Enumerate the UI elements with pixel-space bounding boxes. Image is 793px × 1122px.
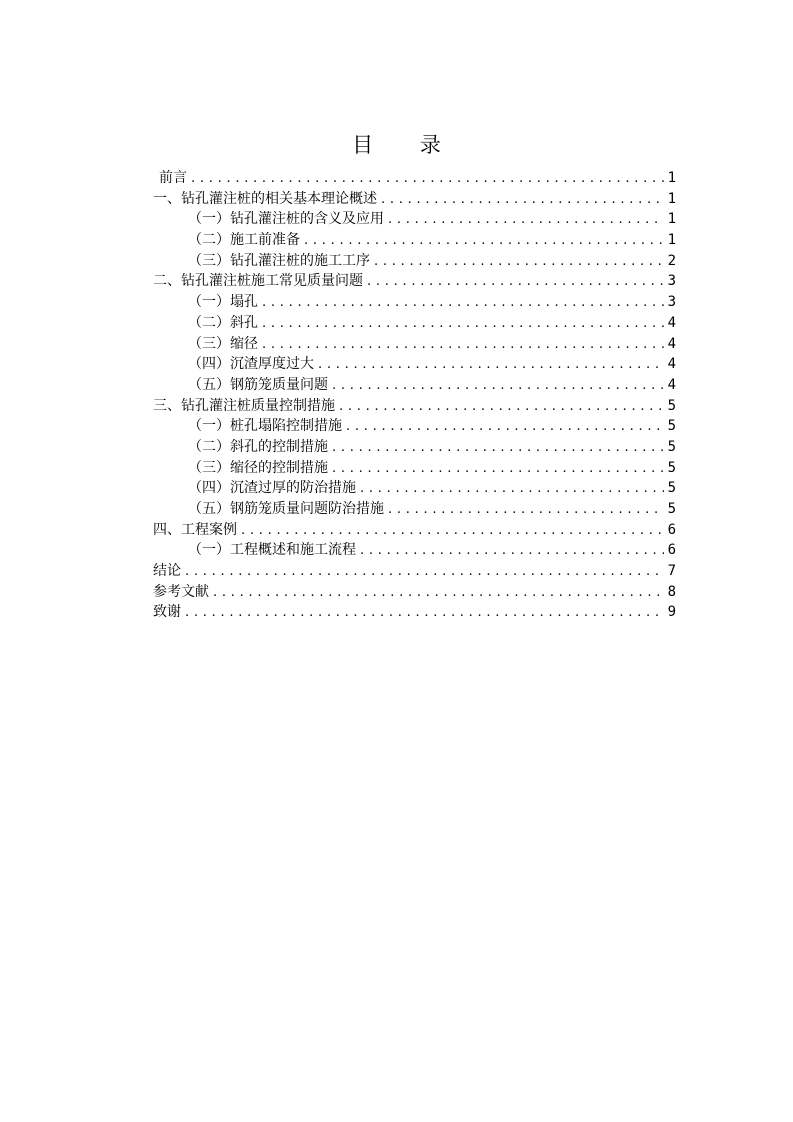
toc-entry[interactable]	[153, 251, 676, 272]
toc-entry-label: （二）施工前准备	[188, 232, 300, 249]
toc-entry-page-number: 4	[667, 356, 676, 373]
toc-entry[interactable]	[153, 602, 676, 623]
dot-leader	[388, 210, 664, 231]
toc-entry-label: （三）钻孔灌注桩的施工工序	[188, 252, 370, 269]
toc-entry[interactable]	[153, 582, 676, 603]
toc-entry-label: 参考文献	[153, 583, 209, 600]
toc-entry-label: （三）缩径的控制措施	[188, 459, 328, 476]
toc-entry-page-number: 1	[667, 190, 676, 207]
toc-entry-label: 前言	[159, 170, 187, 186]
dot-leader	[185, 562, 664, 583]
toc-entry[interactable]	[153, 168, 676, 189]
dot-leader	[185, 603, 664, 624]
dot-leader	[381, 190, 664, 211]
toc-entry-label: （一）塌孔	[188, 294, 258, 311]
toc-entry[interactable]	[153, 209, 676, 230]
toc-entry[interactable]	[153, 189, 676, 210]
toc-entry[interactable]	[153, 292, 676, 313]
toc-entry-page-number: 1	[667, 170, 676, 186]
dot-leader	[339, 397, 664, 418]
toc-entry-page-number: 5	[667, 480, 676, 497]
toc-entry-page-number: 4	[667, 335, 676, 352]
dot-leader	[318, 355, 664, 376]
dot-leader	[360, 479, 664, 500]
toc-entry-page-number: 9	[667, 604, 676, 621]
toc-entry[interactable]	[153, 561, 676, 582]
dot-leader	[388, 500, 664, 521]
dot-leader	[213, 583, 664, 604]
toc-entry[interactable]	[153, 313, 676, 334]
toc-entry-page-number: 1	[667, 211, 676, 228]
toc-entry-label: 三、钻孔灌注桩质量控制措施	[153, 397, 335, 414]
toc-entry[interactable]	[153, 437, 676, 458]
toc-entry-page-number: 8	[667, 583, 676, 600]
dot-leader	[304, 231, 664, 252]
toc-entry[interactable]	[153, 540, 676, 561]
toc-entry-page-number: 7	[667, 563, 676, 580]
toc-entry[interactable]	[153, 271, 676, 292]
dot-leader	[262, 293, 664, 314]
toc-entry[interactable]	[153, 230, 676, 251]
toc-entry-page-number: 4	[667, 314, 676, 331]
toc-entry-label: 一、钻孔灌注桩的相关基本理论概述	[153, 190, 377, 207]
toc-entry-page-number: 5	[667, 501, 676, 517]
dot-leader	[374, 252, 664, 273]
dot-leader	[332, 376, 664, 397]
toc-entry-page-number: 1	[667, 232, 676, 249]
dot-leader	[346, 417, 664, 438]
toc-entry[interactable]	[153, 499, 676, 520]
toc-entry[interactable]	[153, 478, 676, 499]
toc-entry-page-number: 5	[667, 459, 676, 476]
toc-entry-page-number: 5	[667, 438, 676, 455]
toc-entry[interactable]	[153, 375, 676, 396]
toc-entry-page-number: 5	[667, 418, 676, 435]
toc-entry-label: （五）钢筋笼质量问题防治措施	[188, 501, 384, 517]
toc-entry-label: （五）钢筋笼质量问题	[188, 376, 328, 393]
toc-entry-page-number: 4	[667, 376, 676, 393]
toc-entry-label: （一）工程概述和施工流程	[188, 542, 356, 559]
toc-entry-label: （二）斜孔	[188, 314, 258, 331]
toc-entry-label: （一）钻孔灌注桩的含义及应用	[188, 211, 384, 228]
toc-entry-page-number: 6	[667, 521, 676, 538]
dot-leader	[360, 541, 664, 562]
toc-entry-label: 结论	[153, 563, 181, 580]
toc-title: 目 录	[352, 133, 461, 157]
toc-entry[interactable]	[153, 396, 676, 417]
dot-leader	[191, 169, 664, 190]
toc-entry-label: 致谢	[153, 604, 181, 621]
dot-leader	[332, 438, 664, 459]
dot-leader	[262, 335, 664, 356]
toc-entry-label: （四）沉渣过厚的防治措施	[188, 480, 356, 497]
toc-entry-page-number: 5	[667, 397, 676, 414]
toc-entry-page-number: 2	[667, 252, 676, 269]
dot-leader	[241, 521, 664, 542]
toc-entry-page-number: 6	[667, 542, 676, 559]
toc-entry-page-number: 3	[667, 294, 676, 311]
toc-entry[interactable]	[153, 334, 676, 355]
toc-entry-label: （一）桩孔塌陷控制措施	[188, 418, 342, 435]
dot-leader	[332, 459, 664, 480]
table-of-contents	[153, 168, 676, 623]
toc-entry[interactable]	[153, 416, 676, 437]
toc-entry-label: （二）斜孔的控制措施	[188, 438, 328, 455]
dot-leader	[262, 314, 664, 335]
toc-entry-page-number: 3	[667, 273, 676, 290]
toc-entry[interactable]	[153, 458, 676, 479]
toc-entry[interactable]	[153, 354, 676, 375]
toc-entry-label: （三）缩径	[188, 335, 258, 352]
toc-entry-label: （四）沉渣厚度过大	[188, 356, 314, 373]
toc-entry-label: 二、钻孔灌注桩施工常见质量问题	[153, 273, 363, 290]
toc-entry[interactable]	[153, 520, 676, 541]
dot-leader	[367, 272, 664, 293]
toc-entry-label: 四、工程案例	[153, 521, 237, 538]
